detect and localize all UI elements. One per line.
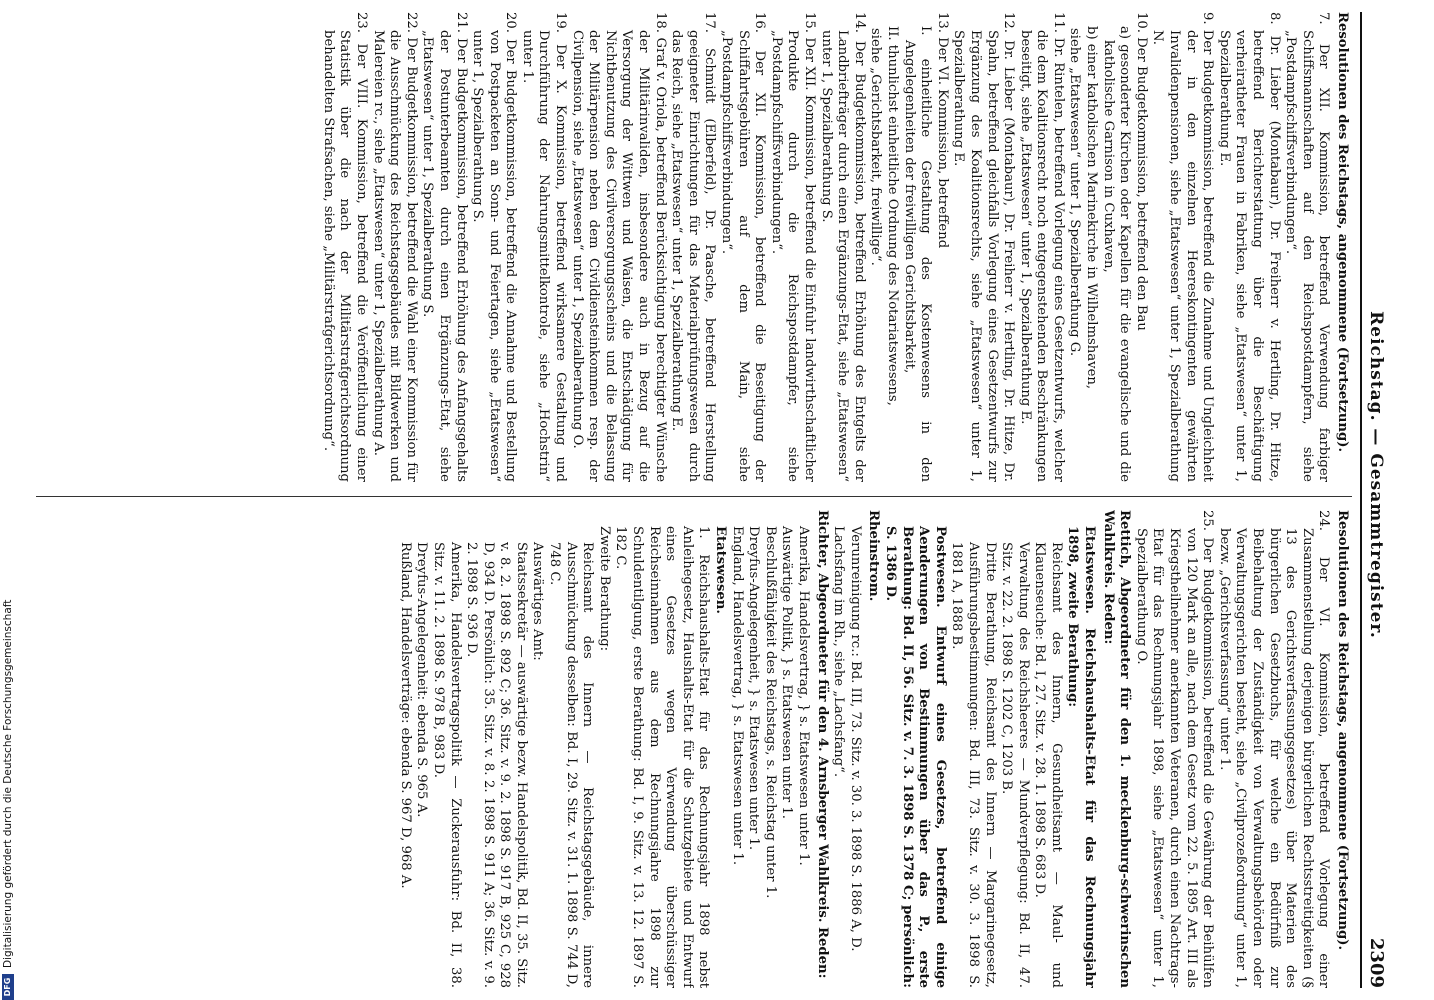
entry-text: 22. Der Budgetkommission, betreffend die Wahl einer Kommission für die Ausschmückung des Reichstagsgebäudes mit Bildwerken und Malereien rc., siehe „Etatswesen“ unter 1, Spezialberathung A. (370, 12, 419, 482)
entry-text: Postwesen. Entwurf eines Gesetzes, betreffend einige Aenderungen von Bestimmungen über das P., erste Berathung: Bd. II, 56. Sitz. v. 7. 3. 1898 S. 1378 C; persönlich: S. 1386 D. (882, 526, 948, 988)
entry-text: Zweite Berathung: (596, 526, 612, 652)
entry-text: Amerika, Handelsvertrag, } s. Etatswesen unter 1. (796, 526, 811, 866)
entry-text: Beschlußfähigkeit des Reichstags, s. Reichstag unter 1. (762, 526, 778, 899)
entry-text: 17. Schmidt (Elberfeld), Dr. Paasche, betreffend Herstellung geeigneter Einrichtungen für das Materialprüfungswesen durch das Reich, siehe „Etatswesen“ unter 1, Spezialberathung E. (669, 12, 718, 482)
left-column (36, 12, 1350, 482)
entry-text: Dreyfus-Angelegenheit: ebenda S. 965 A. (414, 542, 430, 818)
entry-text: Staatssekretär — auswärtige bezw. Handelspolitik, Bd. II, 35. Sitz. v. 8. 2. 1898 S. 892 C; 36. Sitz. v. 9. 2. 1898 S. 917 B, 925 C, 928 D, 934 D. Persönlich: 35. Sitz. v. 8. 2. 1898 S. 911 A; 36. Sitz. v. 9. 2. 1898 S. 936 D. (464, 542, 529, 988)
entry-text: 25. Der Budgetkommission, betreffend die Gewährung der Beihülfen von 120 Mark an alle, nach dem Gesetz vom 22. 5. 1895 Art. III als Kriegstheilnehmer anerkannten Veteranen, durch einen Nachtrags-Etat für das Rechnungsjahr 1898, siehe „Etatswesen“ unter 1, Spezialberathung O. (1133, 510, 1216, 988)
entry-text: 11. Dr. Rintelen, betreffend Vorlegung eines Gesetzentwurfs, welcher die dem Koalitionsrecht noch entgegenstehenden Beschränkungen beseitigt, siehe „Etatswesen“ unter 1, Spezialberathung E. (1017, 12, 1066, 482)
entry-text: a) gesonderter Kirchen oder Kapellen für die evangelische und die katholische Garnison in Cuxhaven, (1100, 26, 1133, 482)
entry-text: Auswärtiges Amt: (530, 542, 546, 661)
entry-text: siehe „Gerichtsbarkeit, freiwillige“. (868, 28, 884, 266)
entry-text: 10. Der Budgetkommission, betreffend den Bau (1133, 12, 1149, 331)
entry-text: Reichsamt des Innern — Reichstagsgebäude, innere Ausschmückung desselben: Bd. I, 29. Sitz. v. 31. 1. 1898 S. 744 D, 748 C. (547, 542, 596, 988)
entry-text: 18. Graf v. Oriola, betreffend Berücksichtigung berechtigter Wünsche der Militärinvaliden, insbesondere auch in Bezug auf die Versorgung der Wittwen und Waisen, die Entschädigung für Nichtbenutzung des Civilversorgungsscheins und die Belassung der Militärpension neben dem Civildiensteinkommen resp. der Civilpension, siehe „Etatswesen“ unter 1, Spezialberathung O. (569, 12, 668, 482)
entry-text: Etatswesen. (713, 526, 729, 614)
entry-text: 1. Reichshaushalts-Etat für das Rechnungsjahr 1898 nebst Anleihegesetz, Haushalts-Etat für die Schutzgebiete und Entwurf eines Gesetzes wegen Verwendung überschüssiger Reichseinnahmen aus dem Rechnungsjahre 1898 zur Schuldentilgung, erste Berathung: Bd. I, 9. Sitz. v. 13. 12. 1897 S. 182 C. (613, 526, 712, 988)
entry-heading: Rheinstrom. (866, 510, 882, 602)
entry-heading: Resolutionen des Reichstags, angenommene (Fortsetzung). (1335, 510, 1350, 951)
entry-text: 15. Der XII. Kommission, betreffend die Einfuhr landwirthschaftlicher Produkte durch die Reichspostdampfer, siehe „Postdampfschiffsverbindungen“. (768, 12, 817, 482)
entry-text: Lachsfang im Rh., siehe „Lachsfang“. (831, 526, 847, 778)
footer-text: Digitalisierung gefördert durch die Deutsche Forschungsgemeinschaft (2, 599, 14, 968)
entry-text: 7. Der XII. Kommission, betreffend Verwendung farbiger Schiffsmannschaften auf den Reichspostdampfern, siehe „Postdampfschiffsverbindungen“. (1283, 12, 1332, 482)
right-column (36, 510, 1350, 988)
entry-text: 21. Der Budgetkommission, betreffend Erhöhung des Anfangsgehalts der Postunterbeamten durch einen Ergänzungs-Etat, siehe „Etatswesen“ unter 1, Spezialberathung S. (420, 12, 469, 482)
entry-text: Rußland, Handelsverträge: ebenda S. 967 D, 968 A. (397, 542, 413, 889)
entry-text: Reichsamt des Innern, Gesundheitsamt — Maul- und Klauenseuche: Bd. I, 27. Sitz. v. 28. 1. 1898 S. 683 D. (1032, 542, 1064, 988)
entry-text: Dreyfus-Angelegenheit, } s. Etatswesen unter 1. (746, 526, 762, 851)
page-number: 2309 (1366, 937, 1387, 988)
entry-text: 23. Der VIII. Kommission, betreffend die Veröffentlichung einer Statistik über die nach der Militärstrafgerichtsordnung behandelten Strafsachen, siehe „Militärstrafgerichtsordnung“. (320, 12, 369, 482)
entry-heading: Richter, Abgeordneter für den 4. Arnsberger Wahlkreis. Reden: (814, 510, 830, 979)
entry-text: 19. Der X. Kommission, betreffend wirksamere Gestaltung und Durchführung der Nahrungsmittelkontrole, siehe „Hochstrin“ unter 1. (519, 12, 569, 482)
column-divider (36, 496, 1352, 497)
entry-text: 24. Der VI. Kommission, betreffend Vorlegung einer Zusammenstellung derjenigen bürgerlichen Rechtsstreitigkeiten (§ 13 des Gerichtsverfassungsgesetzes) über Materien des bürgerlichen Gesetzbuchs, für welche ein Bedürfniß zur Beibehaltung der Zuständigkeit von Verwaltungsbehörden oder Verwaltungsgerichten besteht, siehe „Civilprozeßordnung“ unter 1, bezw. „Gerichtsverfassung“ unter 1. (1216, 510, 1332, 988)
entry-text: Etatswesen. Reichshaushalts-Etat für das Rechnungsjahr 1898, zweite Berathung: (1065, 526, 1098, 988)
entry-text: Verwaltung des Reichsheeres — Mundverpflegung: Bd. II, 47. Sitz. v. 22. 2. 1898 S. 1202 C, 1203 B. (999, 542, 1031, 988)
entry-text: 13. Der VI. Kommission, betreffend (934, 12, 950, 249)
entry-text: II. thunlichst einheitliche Ordnung des Notariatswesens, (884, 26, 900, 406)
entry-text: 16. Der XII. Kommission, betreffend die Beseitigung der Schiffahrtsgebühren auf dem Main, siehe „Postdampfschiffsverbindungen“. (719, 12, 768, 482)
entry-heading: Rettich, Abgeordneter für den 1. mecklenburg-schwerinschen Wahlkreis. Reden: (1100, 510, 1133, 988)
entry-text: Amerika, Handelsvertragspolitik — Zuckerausfuhr: Bd. II, 38. Sitz. v. 11. 2. 1898 S. 978 B, 983 D. (430, 542, 463, 988)
entry-text: b) einer katholischen Marinekirche in Wilhelmshaven, (1084, 26, 1100, 390)
footer-credit (2, 600, 14, 1000)
rotated-page (20, 0, 1400, 1000)
entry-text: 14. Der Budgetkommission, betreffend Erhöhung des Entgelts der Landbriefträger durch einen Ergänzungs-Etat, siehe „Etatswesen“ unter 1, Spezialberathung S. (818, 12, 867, 482)
entry-text: 20. Der Budgetkommission, betreffend die Annahme und Bestellung von Postpacketen an Sonn- und Feiertagen, siehe „Etatswesen“ unter 1, Spezialberathung S. (470, 12, 519, 482)
entry-text: 8. Dr. Lieber (Montabaur), Dr. Freiherr v. Hertling, Dr. Hitze, betreffend Berichterstattung über die Beschäftigung verheiratheter Frauen in Fabriken, siehe „Etatswesen“ unter 1, Spezialberathung E. (1216, 12, 1282, 482)
dfg-logo-icon: DFG (2, 974, 14, 1000)
entry-text: England, Handelsvertrag, } s. Etatswesen unter 1. (729, 526, 745, 866)
entry-text: Dritte Berathung, Reichsamt des Innern — Margarinegesetz, Ausführungsbestimmungen: Bd. III, 73. Sitz. v. 30. 3. 1898 S. 1881 A, 1888 B. (949, 542, 998, 988)
entry-text: Verunreinigung rc.: Bd. III, 73. Sitz. v. 30. 3. 1898 S. 1886 A, D. (847, 526, 863, 952)
entry-text: 9. Der Budgetkommission, betreffend die Zunahme und Ungleichheit der in den einzelnen Heereskontingenten gewährten Invalidenpensionen, siehe „Etatswesen“ unter 1, Spezialberathung N. (1150, 12, 1216, 482)
entry-text: 12. Dr. Lieber (Montabaur), Dr. Freiherr v. Hertling, Dr. Hitze, Dr. Spahn, betreffend gleichfalls Vorlegung eines Gesetzentwurfs zur Ergänzung des Koalitionsrechts, siehe „Etatswesen“ unter 1, Spezialberathung E. (951, 12, 1017, 482)
entry-text: Auswärtige Politik, } s. Etatswesen unter 1. (779, 526, 795, 819)
entry-text: I. einheitliche Gestaltung des Kostenwesens in den Angelegenheiten der freiwilligen Gerichtsbarkeit, (901, 26, 934, 482)
running-title: Reichstag. — Gesammtregister. (1366, 311, 1386, 639)
page-header (1360, 12, 1400, 988)
entry-text: siehe „Etatswesen“ unter 1, Spezialberathung G. (1067, 28, 1083, 357)
entry-heading: Resolutionen des Reichstags, angenommene (Fortsetzung). (1335, 12, 1350, 453)
